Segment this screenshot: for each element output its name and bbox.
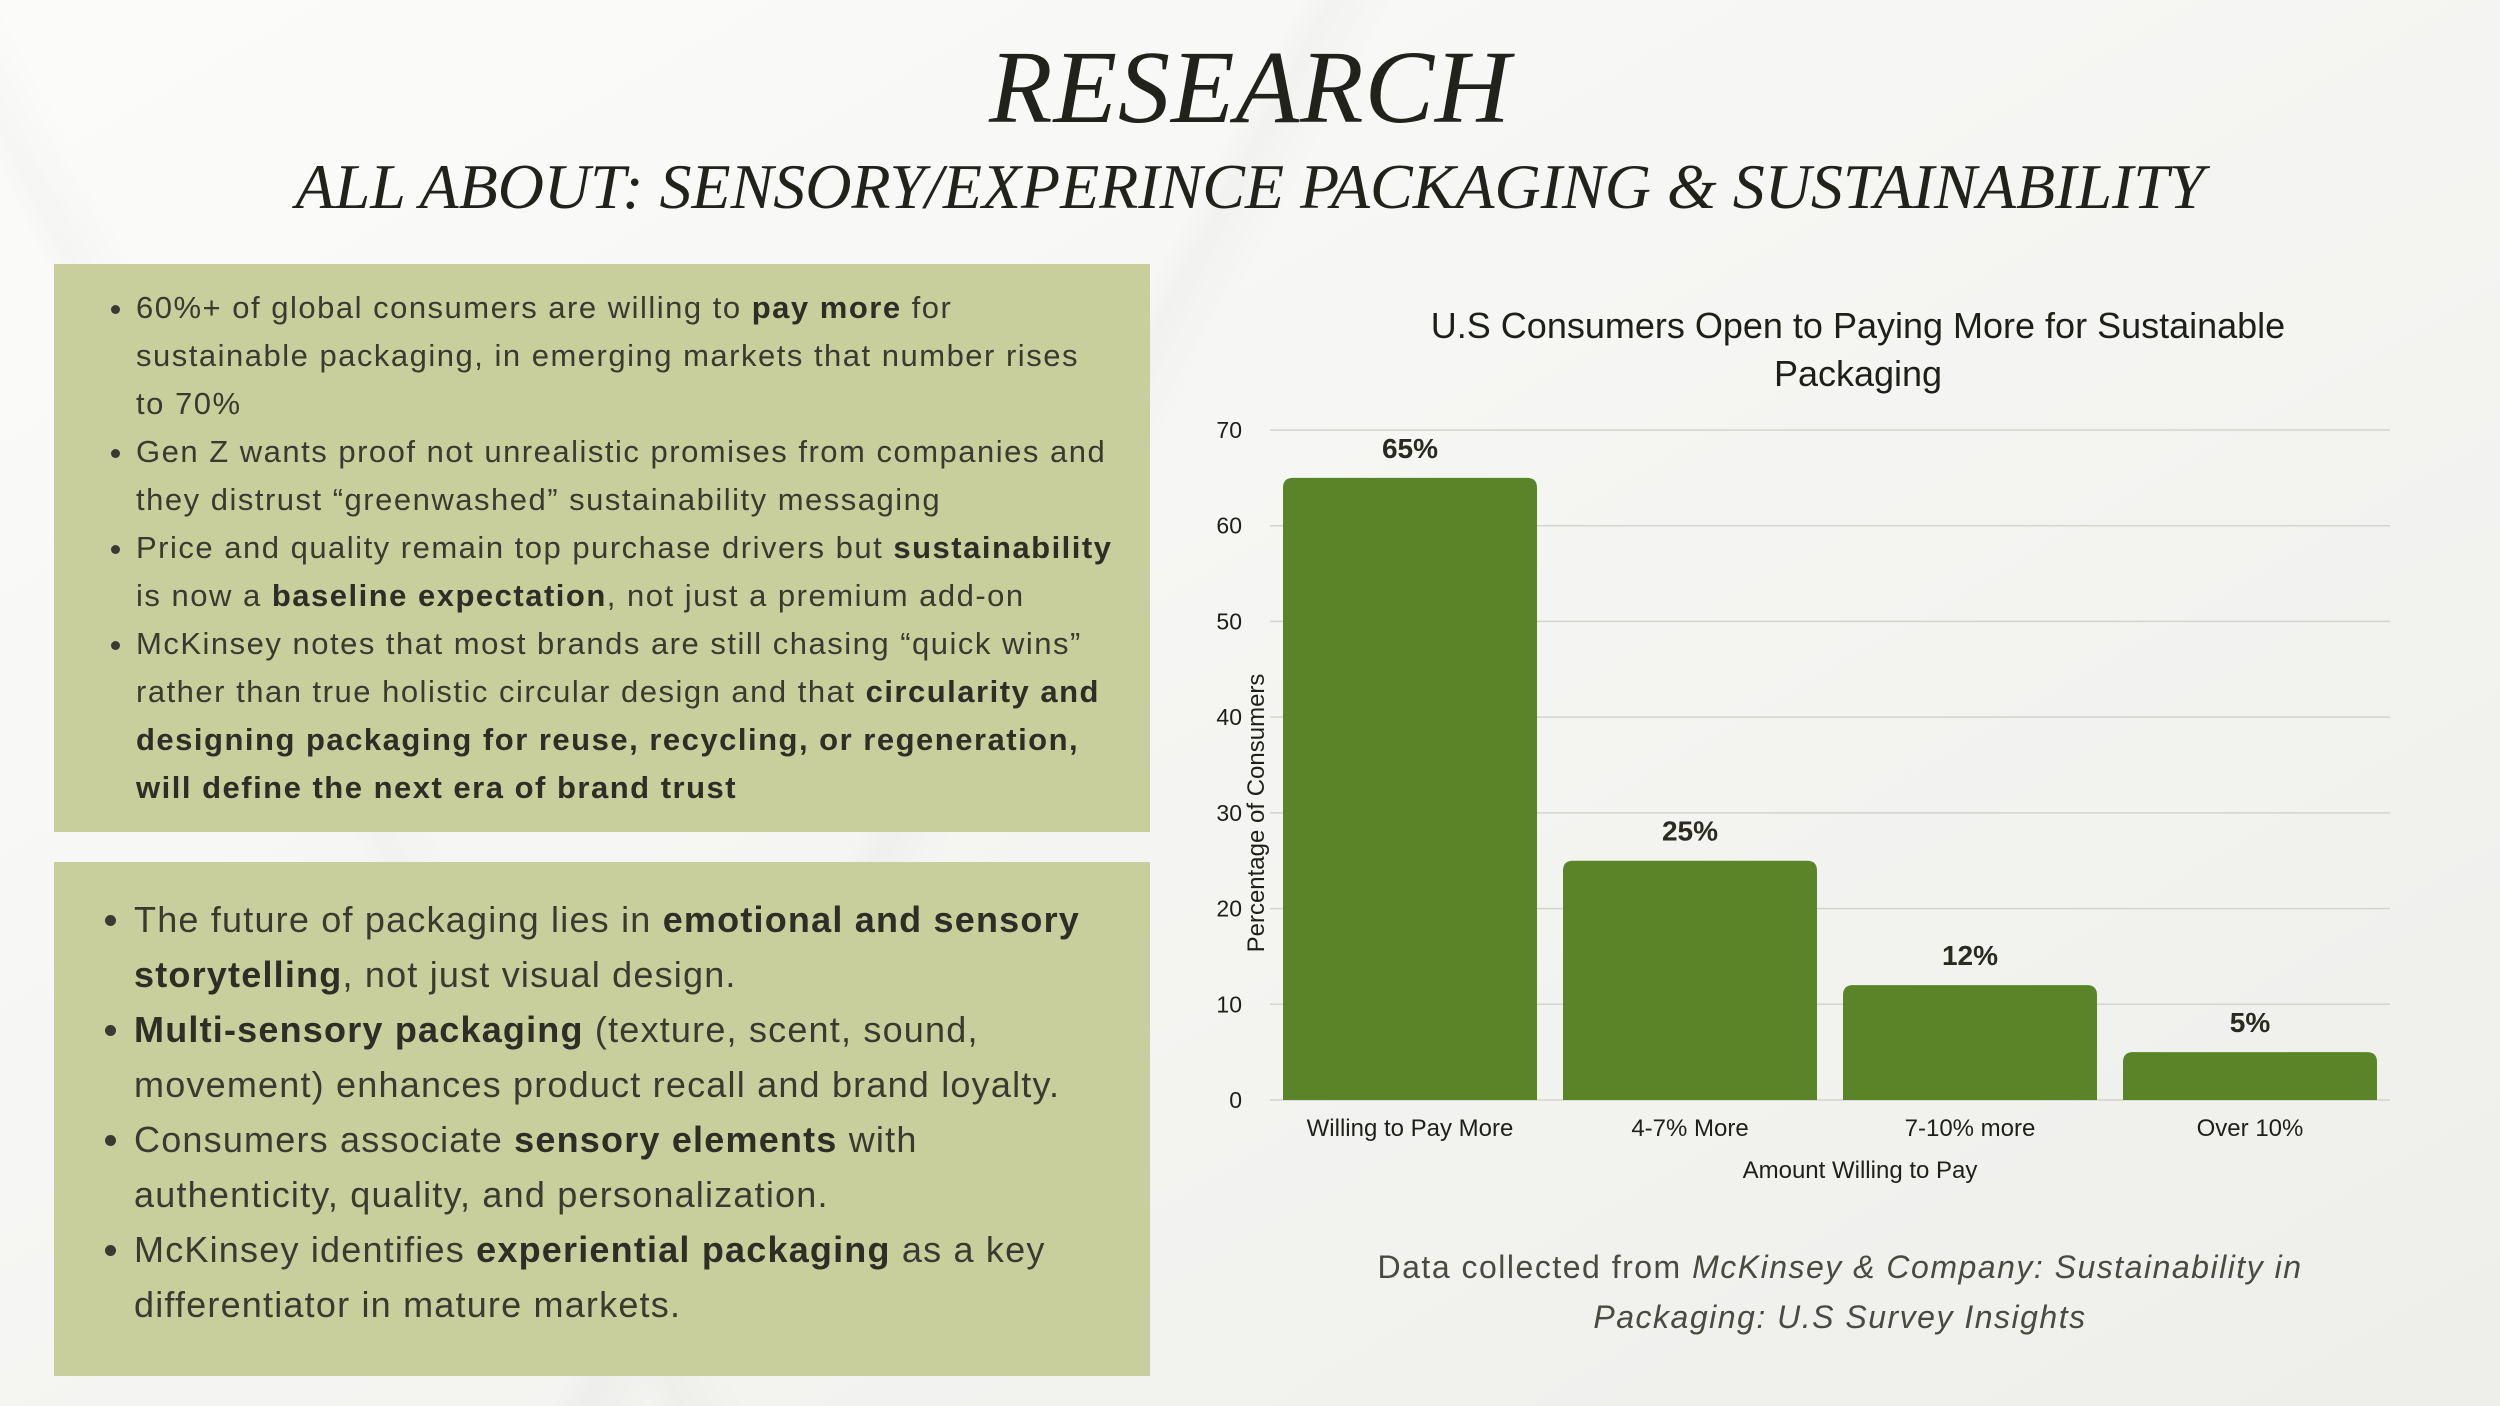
bar-chart bbox=[1190, 290, 2430, 1210]
sensory-packaging-list bbox=[104, 892, 1116, 1332]
bullet-text: , not just a premium add-on bbox=[606, 578, 1025, 613]
y-tick-label: 10 bbox=[1216, 991, 1242, 1018]
bullet-emphasis: Multi-sensory packaging bbox=[134, 1009, 584, 1050]
bullet-emphasis: emotional and sensory storytelling bbox=[134, 899, 1081, 995]
y-tick-label: 50 bbox=[1216, 608, 1242, 635]
bullet-text: McKinsey identifies bbox=[134, 1229, 477, 1270]
bullet-item bbox=[136, 428, 1116, 524]
bullet-text: for sustainable packaging, in emerging markets that number rises to 70% bbox=[136, 290, 1079, 421]
bar-value-label: 12% bbox=[1941, 940, 1999, 972]
y-tick-label: 40 bbox=[1216, 704, 1242, 731]
bullet-item bbox=[134, 1002, 1116, 1112]
bullet-item bbox=[136, 524, 1116, 620]
source-citation: McKinsey & Company: Sustainability in Packaging: U.S Survey Insights bbox=[1593, 1249, 2303, 1335]
chart-title-line-2: Packaging bbox=[1773, 353, 1943, 394]
y-tick-label: 0 bbox=[1229, 1087, 1242, 1113]
y-axis-ticks bbox=[1216, 417, 1242, 1113]
sensory-packaging-panel bbox=[54, 862, 1150, 1376]
bullet-text: as a key differentiator in mature markets. bbox=[134, 1229, 1046, 1325]
page-subtitle: ALL ABOUT: SENSORY/EXPERINCE PACKAGING & SUSTAINABILITY bbox=[295, 151, 2205, 222]
bar-value-label: 65% bbox=[1381, 432, 1439, 464]
bullet-text: (texture, scent, sound, movement) enhances product recall and brand loyalty. bbox=[134, 1009, 1061, 1105]
bullet-text: , not just visual design. bbox=[342, 954, 737, 995]
source-prefix: Data collected from bbox=[1377, 1249, 1693, 1285]
bullet-text: McKinsey notes that most brands are still chasing “quick wins” rather than true holistic circular design and that bbox=[136, 626, 1082, 709]
x-axis-ticks bbox=[1307, 1115, 2304, 1142]
bullet-text: with authenticity, quality, and personalization. bbox=[134, 1119, 918, 1215]
bullet-item bbox=[134, 1112, 1116, 1222]
bar bbox=[1563, 861, 1817, 1100]
chart-bars bbox=[1283, 478, 2377, 1100]
bullet-text: is now a bbox=[136, 578, 272, 613]
bullet-emphasis: experiential packaging bbox=[476, 1229, 891, 1270]
sustainability-facts-panel bbox=[54, 264, 1150, 832]
bullet-item bbox=[134, 1222, 1116, 1332]
bullet-emphasis: baseline expectation bbox=[271, 578, 607, 613]
bar-value-label: 5% bbox=[2229, 1007, 2271, 1039]
y-axis-label: Percentage of Consumers bbox=[1243, 673, 1270, 953]
bullet-emphasis: circularity and designing packaging for reuse, recycling, or regeneration, will define the next era of brand trust bbox=[136, 674, 1100, 805]
chart-title-line-1: U.S Consumers Open to Paying More for Sustainable bbox=[1430, 305, 2286, 346]
sustainability-facts-list bbox=[104, 284, 1116, 812]
bullet-text: Gen Z wants proof not unrealistic promises from companies and they distrust “greenwashed” sustainability messaging bbox=[136, 434, 1107, 517]
y-tick-label: 70 bbox=[1216, 417, 1242, 443]
bar-value-label: 25% bbox=[1661, 815, 1719, 847]
page-title: RESEARCH bbox=[988, 30, 1512, 145]
bullet-item bbox=[136, 284, 1116, 428]
x-tick-label: 4-7% More bbox=[1631, 1115, 1749, 1142]
bullet-emphasis: sustainability bbox=[893, 530, 1113, 565]
bar bbox=[1843, 985, 2097, 1100]
bullet-text: 60%+ of global consumers are willing to bbox=[136, 290, 752, 325]
x-tick-label: Willing to Pay More bbox=[1306, 1115, 1514, 1142]
y-tick-label: 20 bbox=[1216, 895, 1242, 922]
bullet-item bbox=[134, 892, 1116, 1002]
bullet-item bbox=[136, 620, 1116, 812]
x-tick-label: Over 10% bbox=[2196, 1115, 2304, 1142]
bar bbox=[1283, 478, 1537, 1100]
bar bbox=[2123, 1052, 2377, 1100]
y-tick-label: 60 bbox=[1216, 512, 1242, 539]
x-axis-label: Amount Willing to Pay bbox=[1742, 1157, 1978, 1184]
bullet-emphasis: pay more bbox=[751, 290, 902, 325]
data-source-note bbox=[1340, 1242, 2340, 1342]
bullet-text: Price and quality remain top purchase drivers but bbox=[136, 530, 894, 565]
bullet-emphasis: sensory elements bbox=[514, 1119, 838, 1160]
bullet-text: The future of packaging lies in bbox=[134, 899, 663, 940]
bullet-text: Consumers associate bbox=[134, 1119, 515, 1160]
x-tick-label: 7-10% more bbox=[1904, 1115, 2036, 1142]
y-tick-label: 30 bbox=[1216, 799, 1242, 826]
